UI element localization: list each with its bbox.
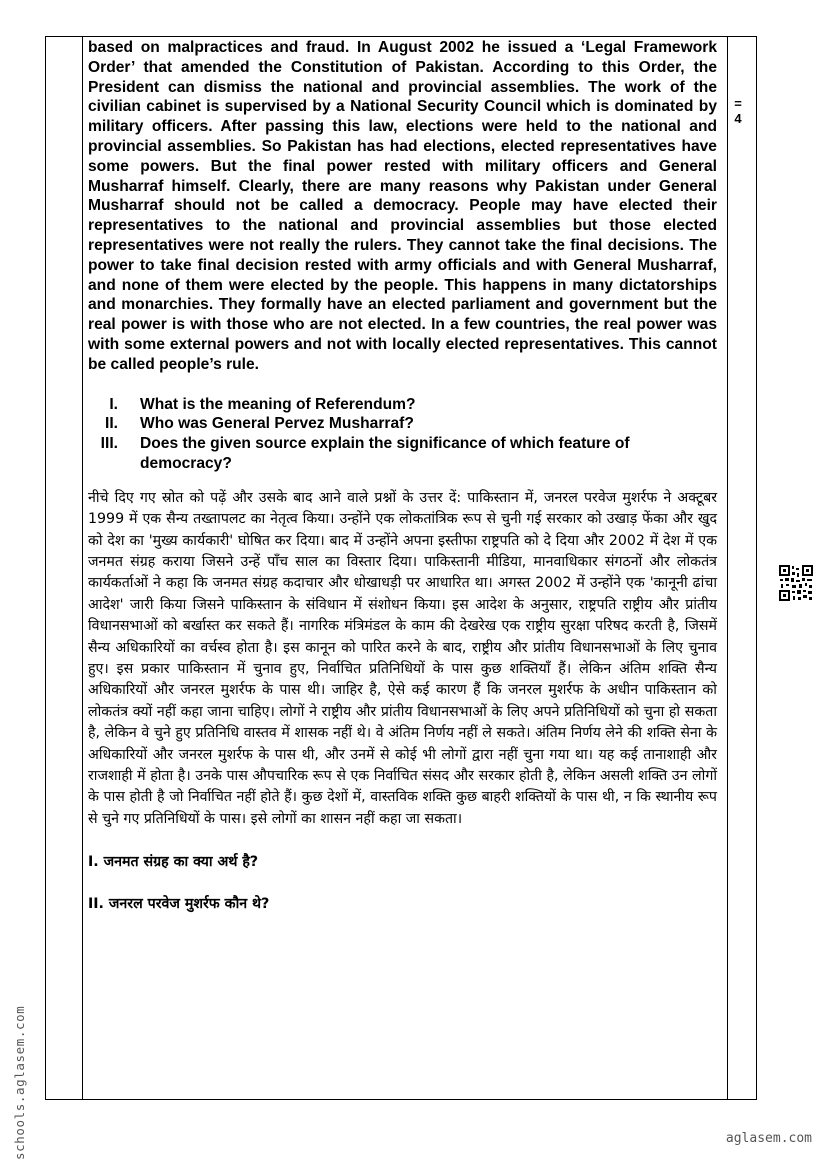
source-paragraph-hindi: नीचे दिए गए स्रोत को पढ़ें और उसके बाद आने वाले प्रश्नों के उत्तर दें: पाकिस्तान में, जनरल परवेज मुशर्रफ ने अक्टूबर 1999 में एक सैन्य तख्तापलट का नेतृत्व किया। उन्होंने एक लोकतांत्रिक रूप से चुनी गई सरकार को उखाड़ फेंका और खुद को देश का 'मुख्य कार्यकारी' घोषित कर दिया। बाद में उन्होंने अपना इस्तीफा राष्ट्रपति को दे दिया और 2002 में देश में एक जनमत संग्रह कराया जिसने उन्हें पाँच साल का विस्तार दिया। पाकिस्तानी मीडिया, मानवाधिकार संगठनों और लोकतंत्र कार्यकर्ताओं ने कहा कि जनमत संग्रह कदाचार और धोखाधड़ी पर आधारित था। अगस्त 2002 में उन्होंने एक 'कानूनी ढांचा आदेश' जारी किया जिसने पाकिस्तान के संविधान में संशोधन किया। इस आदेश के अनुसार, राष्ट्रपति राष्ट्रीय और प्रांतीय विधानसभाओं को बर्खास्त कर सकते हैं। नागरिक मंत्रिमंडल के काम की देखरेख एक राष्ट्रीय सुरक्षा परिषद करती है, जिसमें सैन्य अधिकारियों का वर्चस्व होता है। इस कानून को पारित करने के बाद, राष्ट्रीय और प्रांतीय विधानसभाओं के लिए चुनाव हुए। इस प्रकार पाकिस्तान में चुनाव हुए, निर्वाचित प्रतिनिधियों के पास कुछ शक्तियाँ हैं। लेकिन अंतिम शक्ति सैन्य अधिकारियों और जनरल मुशर्रफ के पास थी। जाहिर है, ऐसे कई कारण हैं कि जनरल मुशर्रफ के अधीन पाकिस्तान को लोकतंत्र क्यों नहीं कहा जाना चाहिए। लोगों ने राष्ट्रीय और प्रांतीय विधानसभाओं के लिए अपने प्रतिनिधियों को चुना हो सकता है, लेकिन वे चुने हुए प्रतिनिधि वास्तव में शासक नहीं थे। वे अंतिम निर्णय नहीं ले सकते। अंतिम निर्णय लेने की शक्ति सेना के अधिकारियों और जनरल मुशर्रफ के पास थी, और उनमें से कोई भी लोगों द्वारा नहीं चुना गया था। यह कई तानाशाही और राजशाही में होता है। उनके पास औपचारिक रूप से एक निर्वाचित संसद और सरकार होती है, लेकिन असली शक्ति उन लोगों के पास होती है जो निर्वाचित नहीं होते हैं। कुछ देशों में, वास्तविक शक्ति कुछ बाहरी शक्तियों के पास थी, न कि स्थानीय रूप से चुने गए प्रतिनिधियों के पास। इसे लोगों का शासन नहीं कहा जा सकता। xyxy=(88,489,717,827)
footer-watermark: aglasem.com xyxy=(725,1131,812,1146)
column-divider-right xyxy=(727,37,728,1099)
questions-english xyxy=(88,395,717,474)
marks-symbol: = xyxy=(734,96,742,111)
question-item xyxy=(88,414,717,434)
question-hindi-1: I. जनमत संग्रह का क्या अर्थ है? xyxy=(88,854,259,871)
question-hindi-2: II. जनरल परवेज मुशर्रफ कौन थे? xyxy=(88,896,270,913)
question-item xyxy=(88,395,717,415)
question-number: III. xyxy=(100,435,118,453)
question-text: What is the meaning of Referendum? xyxy=(140,395,416,413)
question-text: Who was General Pervez Musharraf? xyxy=(140,415,414,433)
source-paragraph-english: based on malpractices and fraud. In August 2002 he issued a ‘Legal Framework Order’ that amended the Constitution of Pakistan. According to this Order, the President can dismiss the national and provincial assemblies. The work of the civilian cabinet is supervised by a National Security Council which is dominated by military officers. After passing this law, elections were held to the national and provincial assemblies. So Pakistan has had elections, elected representatives have some powers. But the final power rested with military officers and General Musharraf himself. Clearly, there are many reasons why Pakistan under General Musharraf should not be called a democracy. People may have elected their representatives to the national and provincial assemblies but those elected representatives were not really the rulers. They cannot take the final decisions. The power to take final decision rested with army officials and with General Musharraf, and none of them were elected by the people. This happens in many dictatorships and monarchies. They formally have an elected parliament and government but the real power is with those who are not elected. In a few countries, the real power was with some external powers and not with locally elected representatives. This cannot be called people’s rule. xyxy=(88,39,717,373)
qr-code-icon[interactable] xyxy=(778,564,814,602)
question-text: Does the given source explain the significance of which feature of democracy? xyxy=(140,435,630,472)
marks-cell xyxy=(733,96,743,126)
marks-value: 4 xyxy=(734,111,742,126)
question-content xyxy=(88,38,717,914)
side-watermark: schools.aglasem.com xyxy=(12,1005,27,1160)
question-number: II. xyxy=(105,415,118,433)
column-divider-left xyxy=(82,37,83,1099)
question-number: I. xyxy=(109,395,118,413)
question-item xyxy=(88,434,717,474)
